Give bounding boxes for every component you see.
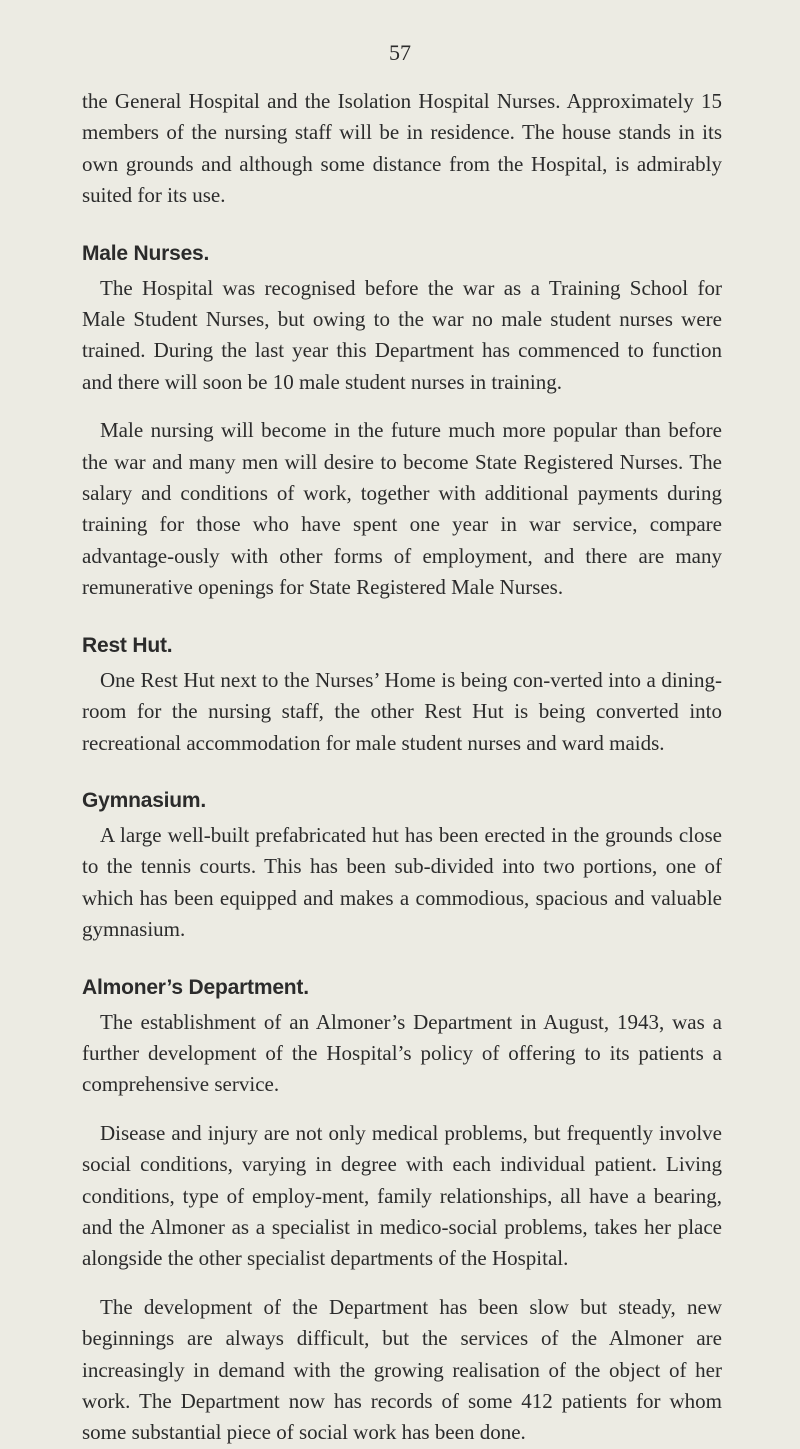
page-number: 57 — [389, 40, 411, 65]
paragraph: The establishment of an Almoner’s Department in August, 1943, was a further development of the Hospital’s policy of offering to its patients a comprehensive service. — [82, 1009, 722, 1097]
paragraph: Disease and injury are not only medical problems, but frequently involve social conditions, varying in degree with each individual patient. Living conditions, type of employ-ment, family relationships, all have a bearing, and the Almoner as a specialist in medico-social problems, takes her place alongside the other specialist departments of the Hospital. — [82, 1120, 722, 1271]
page-body — [82, 86, 722, 1449]
section-male-nurses — [82, 239, 722, 604]
paragraph: The development of the Department has been slow but steady, new beginnings are always difficult, but the services of the Almoner are increasingly in demand with the growing realisation of the object of her work. The Department now has records of some 412 patients for whom some substantial piece of social work has been done. — [82, 1294, 722, 1445]
paragraph: A large well-built prefabricated hut has been erected in the grounds close to the tennis courts. This has been sub-divided into two portions, one of which has been equipped and makes a commodious, spacious and valuable gymnasium. — [82, 822, 722, 942]
section-almoners-department — [82, 973, 722, 1449]
intro-paragraph: the General Hospital and the Isolation Hospital Nurses. Approximately 15 members of the nursing staff will be in residence. The house stands in its own grounds and although some distance from the Hospital, is admirably suited for its use. — [82, 89, 722, 208]
section-heading: Almoner’s Department. — [82, 975, 309, 999]
section-heading: Gymnasium. — [82, 788, 207, 812]
paragraph: Male nursing will become in the future much more popular than before the war and many men will desire to become State Registered Nurses. The salary and conditions of work, together with additional payments during training for those who have spent one year in war service, compare advantage-ously with other forms of employment, and there are many remunerative openings for State Registered Male Nurses. — [82, 418, 722, 600]
section-gymnasium — [82, 786, 722, 946]
paragraph: One Rest Hut next to the Nurses’ Home is being con-verted into a dining-room for the nursing staff, the other Rest Hut is being converted into recreational accommodation for male student nurses and ward maids. — [82, 667, 722, 755]
section-heading: Male Nurses. — [82, 241, 210, 265]
paragraph: The Hospital was recognised before the war as a Training School for Male Student Nurses, but owing to the war no male student nurses were trained. During the last year this Department has commenced to function and there will soon be 10 male student nurses in training. — [82, 275, 722, 394]
section-heading: Rest Hut. — [82, 633, 173, 657]
section-rest-hut — [82, 631, 722, 759]
